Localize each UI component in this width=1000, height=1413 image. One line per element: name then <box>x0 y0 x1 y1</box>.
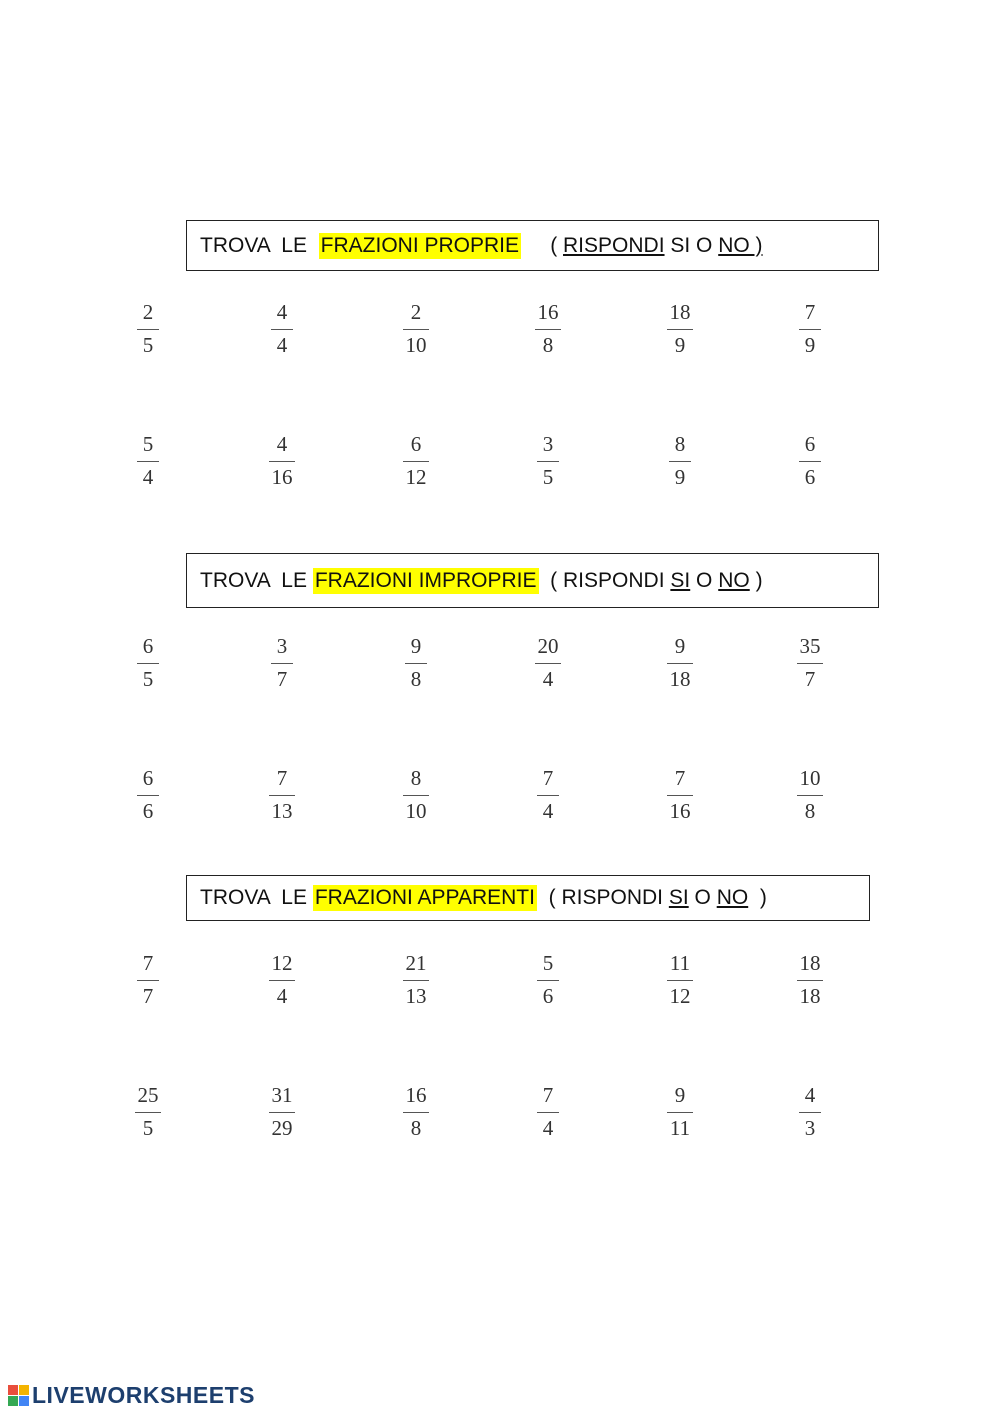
fraction-numerator: 7 <box>276 766 288 790</box>
fraction-numerator: 6 <box>142 766 154 790</box>
fraction <box>780 953 840 1007</box>
fraction-bar <box>799 329 821 330</box>
fraction-denominator: 10 <box>405 333 427 358</box>
fraction-denominator: 16 <box>271 465 293 490</box>
fraction-bar <box>269 461 295 462</box>
fraction <box>518 434 578 488</box>
fraction-bar <box>797 663 823 664</box>
fraction-numerator: 2 <box>142 300 154 324</box>
fraction <box>518 768 578 822</box>
fraction <box>252 768 312 822</box>
fraction-denominator: 11 <box>669 1116 691 1141</box>
fraction <box>780 768 840 822</box>
fraction-bar <box>403 980 429 981</box>
title-no: NO <box>716 886 749 909</box>
fraction-numerator: 11 <box>669 951 691 975</box>
fraction-numerator: 20 <box>537 634 559 658</box>
fraction <box>118 302 178 356</box>
fraction-denominator: 9 <box>674 465 686 490</box>
fraction-bar <box>403 461 429 462</box>
fraction <box>118 953 178 1007</box>
fraction <box>780 302 840 356</box>
fraction-denominator: 7 <box>142 984 154 1009</box>
fraction <box>252 302 312 356</box>
fraction-bar <box>137 663 159 664</box>
title-si-pre: RISPONDI <box>563 568 671 592</box>
title-si-pre: SI O <box>664 233 719 257</box>
fraction <box>386 1085 446 1139</box>
fraction-denominator: 4 <box>276 333 288 358</box>
fraction-bar <box>797 980 823 981</box>
fraction-numerator: 7 <box>804 300 816 324</box>
title-highlight: FRAZIONI APPARENTI <box>314 886 535 909</box>
fraction <box>386 953 446 1007</box>
fraction-denominator: 13 <box>271 799 293 824</box>
fraction-numerator: 7 <box>142 951 154 975</box>
section-2-title-box <box>186 553 879 608</box>
fraction-numerator: 18 <box>799 951 821 975</box>
fraction <box>118 636 178 690</box>
title-si-pre: RISPONDI <box>561 886 669 909</box>
fraction-bar <box>667 329 693 330</box>
title-end: ) <box>749 568 763 592</box>
fraction-bar <box>537 980 559 981</box>
liveworksheets-logo <box>8 1382 255 1409</box>
fraction-bar <box>405 663 427 664</box>
logo-text: LIVEWORKSHEETS <box>32 1382 255 1408</box>
fraction-denominator: 5 <box>142 1116 154 1141</box>
fraction-bar <box>403 1112 429 1113</box>
fraction-denominator: 5 <box>142 667 154 692</box>
title-gap: ( <box>536 886 562 909</box>
title-prefix: TROVA LE <box>200 886 313 909</box>
fraction <box>650 1085 710 1139</box>
fraction-numerator: 25 <box>137 1083 159 1107</box>
fraction-numerator: 7 <box>542 1083 554 1107</box>
fraction-bar <box>667 663 693 664</box>
fraction-bar <box>137 461 159 462</box>
fraction-denominator: 8 <box>410 1116 422 1141</box>
fraction-denominator: 6 <box>542 984 554 1009</box>
fraction-numerator: 10 <box>799 766 821 790</box>
fraction-bar <box>537 461 559 462</box>
fraction-bar <box>271 663 293 664</box>
fraction-bar <box>667 980 693 981</box>
title-o: O <box>688 886 717 909</box>
fraction-denominator: 4 <box>142 465 154 490</box>
fraction-bar <box>669 461 691 462</box>
fraction-denominator: 8 <box>410 667 422 692</box>
fraction-bar <box>537 795 559 796</box>
fraction <box>252 1085 312 1139</box>
title-highlight: FRAZIONI PROPRIE <box>320 233 520 257</box>
fraction-numerator: 8 <box>674 432 686 456</box>
fraction-bar <box>269 795 295 796</box>
fraction-bar <box>403 329 429 330</box>
title-rispondi: RISPONDI <box>563 233 665 257</box>
fraction-bar <box>535 663 561 664</box>
fraction <box>118 434 178 488</box>
fraction <box>650 768 710 822</box>
fraction-denominator: 8 <box>804 799 816 824</box>
fraction-numerator: 7 <box>674 766 686 790</box>
fraction-denominator: 9 <box>674 333 686 358</box>
title-no: NO ) <box>718 233 763 257</box>
fraction <box>386 636 446 690</box>
fraction-numerator: 5 <box>542 951 554 975</box>
title-prefix: TROVA LE <box>200 233 319 257</box>
fraction <box>518 1085 578 1139</box>
fraction-denominator: 7 <box>276 667 288 692</box>
fraction-numerator: 6 <box>410 432 422 456</box>
fraction-bar <box>269 980 295 981</box>
fraction-numerator: 16 <box>405 1083 427 1107</box>
fraction <box>386 434 446 488</box>
fraction <box>518 636 578 690</box>
section-3-title-box <box>186 875 870 921</box>
title-o: O <box>690 568 719 592</box>
fraction-numerator: 6 <box>142 634 154 658</box>
fraction <box>780 1085 840 1139</box>
fraction-denominator: 3 <box>804 1116 816 1141</box>
title-si: SI <box>668 886 689 909</box>
fraction-denominator: 4 <box>542 667 554 692</box>
fraction-denominator: 12 <box>669 984 691 1009</box>
fraction-bar <box>667 1112 693 1113</box>
fraction-bar <box>271 329 293 330</box>
fraction-bar <box>797 795 823 796</box>
fraction-denominator: 12 <box>405 465 427 490</box>
fraction <box>252 953 312 1007</box>
fraction <box>118 768 178 822</box>
fraction-numerator: 9 <box>674 634 686 658</box>
fraction-numerator: 5 <box>142 432 154 456</box>
fraction-numerator: 9 <box>410 634 422 658</box>
fraction <box>650 636 710 690</box>
fraction <box>386 768 446 822</box>
fraction-denominator: 16 <box>669 799 691 824</box>
fraction-bar <box>137 795 159 796</box>
fraction-denominator: 5 <box>142 333 154 358</box>
fraction-bar <box>799 461 821 462</box>
fraction-denominator: 18 <box>669 667 691 692</box>
fraction <box>386 302 446 356</box>
fraction-bar <box>667 795 693 796</box>
fraction-numerator: 4 <box>276 300 288 324</box>
fraction <box>780 434 840 488</box>
fraction-denominator: 8 <box>542 333 554 358</box>
fraction-bar <box>535 329 561 330</box>
fraction-bar <box>137 980 159 981</box>
fraction-numerator: 7 <box>542 766 554 790</box>
fraction-numerator: 4 <box>276 432 288 456</box>
fraction-numerator: 6 <box>804 432 816 456</box>
fraction-denominator: 4 <box>542 1116 554 1141</box>
fraction-denominator: 7 <box>804 667 816 692</box>
fraction-bar <box>537 1112 559 1113</box>
fraction <box>518 302 578 356</box>
fraction-bar <box>403 795 429 796</box>
fraction-denominator: 6 <box>804 465 816 490</box>
logo-mark-icon <box>8 1385 29 1406</box>
fraction <box>252 434 312 488</box>
fraction-bar <box>135 1112 161 1113</box>
fraction-denominator: 9 <box>804 333 816 358</box>
fraction-denominator: 29 <box>271 1116 293 1141</box>
fraction-denominator: 4 <box>542 799 554 824</box>
title-no: NO <box>718 568 750 592</box>
fraction-numerator: 16 <box>537 300 559 324</box>
fraction-denominator: 13 <box>405 984 427 1009</box>
fraction <box>252 636 312 690</box>
fraction-numerator: 3 <box>276 634 288 658</box>
fraction-numerator: 8 <box>410 766 422 790</box>
title-end: ) <box>748 886 767 909</box>
fraction-denominator: 5 <box>542 465 554 490</box>
fraction <box>650 953 710 1007</box>
title-gap: ( <box>538 568 564 592</box>
fraction-denominator: 18 <box>799 984 821 1009</box>
fraction-numerator: 35 <box>799 634 821 658</box>
fraction-denominator: 4 <box>276 984 288 1009</box>
fraction-numerator: 2 <box>410 300 422 324</box>
fraction-bar <box>799 1112 821 1113</box>
fraction-numerator: 12 <box>271 951 293 975</box>
fraction-numerator: 3 <box>542 432 554 456</box>
section-1-title-box <box>186 220 879 271</box>
fraction-numerator: 4 <box>804 1083 816 1107</box>
fraction-numerator: 21 <box>405 951 427 975</box>
title-highlight: FRAZIONI IMPROPRIE <box>314 568 537 592</box>
fraction <box>650 302 710 356</box>
fraction <box>118 1085 178 1139</box>
fraction-numerator: 31 <box>271 1083 293 1107</box>
fraction-bar <box>137 329 159 330</box>
fraction-denominator: 6 <box>142 799 154 824</box>
fraction <box>518 953 578 1007</box>
fraction-numerator: 18 <box>669 300 691 324</box>
fraction-bar <box>269 1112 295 1113</box>
title-gap: ( <box>521 233 564 257</box>
fraction-numerator: 9 <box>674 1083 686 1107</box>
fraction <box>650 434 710 488</box>
fraction <box>780 636 840 690</box>
fraction-denominator: 10 <box>405 799 427 824</box>
title-si: SI <box>670 568 691 592</box>
title-prefix: TROVA LE <box>200 568 313 592</box>
